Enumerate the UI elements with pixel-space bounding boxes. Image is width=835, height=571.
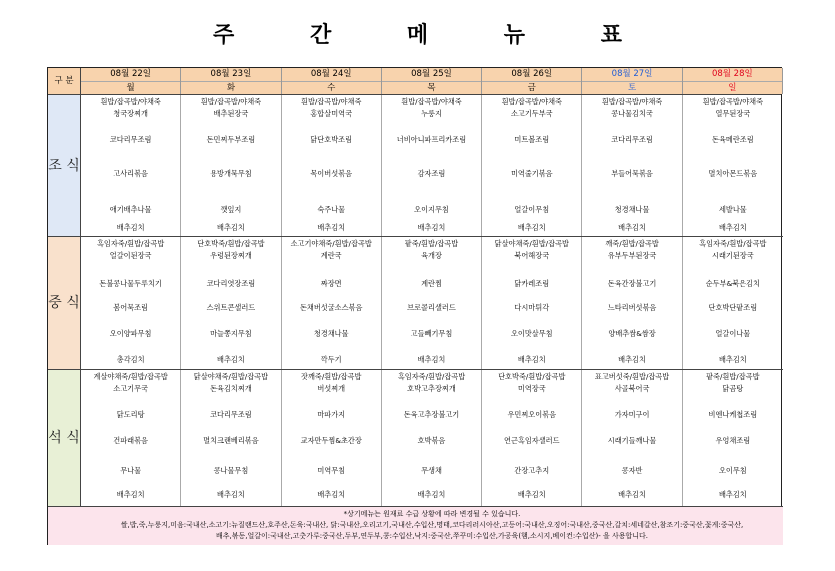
header-day-0: [81, 68, 181, 94]
menu-item: 배추김치: [618, 355, 646, 364]
menu-item: 닭단호박조림: [310, 135, 353, 144]
breakfast-day-6: [683, 95, 783, 236]
menu-item: 소고기무국: [113, 384, 148, 393]
menu-item: 오이무침: [718, 466, 747, 475]
menu-item: 흑임자죽/흰밥/잡곡밥: [397, 372, 466, 381]
menu-item: 미역줄기볶음: [510, 169, 553, 178]
menu-item: 배추김치: [517, 490, 546, 499]
menu-item: 세발나물: [718, 205, 747, 214]
menu-item: 간장고추지: [514, 466, 550, 475]
menu-item: 목이버섯볶음: [310, 169, 353, 178]
menu-item: 닭카레조림: [514, 279, 550, 288]
notice-line-1: *상기메뉴는 원재료 수급 상황에 따라 변경될 수 있습니다.: [343, 510, 521, 518]
menu-item: 표고버섯죽/흰밥/잡곡밥: [594, 372, 670, 381]
menu-item: 돈육김치찌개: [210, 384, 252, 393]
menu-item: 부들어묵볶음: [611, 169, 653, 178]
lunch-day-6: [683, 237, 783, 369]
menu-item: 호박고추장찌개: [407, 384, 456, 393]
menu-item: 브로콜리샐러드: [407, 303, 456, 312]
menu-item: 유부두부된장국: [607, 251, 657, 260]
menu-item: 콩나물무침: [213, 466, 249, 475]
menu-item: 열무된장국: [715, 109, 751, 118]
section-label-dinner: [48, 370, 81, 507]
breakfast-day-1: [181, 95, 281, 236]
menu-item: 우렁된장찌개: [210, 251, 252, 260]
menu-item: 돈육간장불고기: [607, 279, 657, 288]
header-weekday: 수: [282, 81, 381, 94]
menu-item: 총각김치: [116, 355, 145, 364]
menu-item: 청국장찌개: [113, 109, 148, 118]
header-day-4: [482, 68, 582, 94]
menu-item: 숙주나물: [317, 205, 346, 214]
menu-item: 배추김치: [618, 490, 646, 499]
menu-item: 팥죽/흰밥/잡곡밥: [706, 372, 760, 381]
table-header: [48, 68, 781, 95]
lunch-row: [81, 237, 783, 370]
gubun-header: 구 분: [48, 68, 81, 94]
dinner-day-0: [81, 370, 181, 506]
menu-item: 배추김치: [116, 490, 145, 499]
menu-item: 흰밥/잡곡밥/야채죽: [100, 97, 161, 106]
menu-item: 봄어묵조림: [113, 303, 148, 312]
menu-item: 깍두기: [320, 355, 342, 364]
menu-item: 배추김치: [417, 355, 446, 364]
menu-item: 단호박단팥조림: [708, 303, 758, 312]
breakfast-day-0: [81, 95, 181, 236]
menu-item: 닭살야채죽/흰밥/잡곡밥: [193, 372, 269, 381]
menu-item: 비엔나케첩조림: [708, 410, 758, 419]
menu-item: 짜장면: [320, 279, 342, 288]
menu-item: 오이맛살무침: [510, 329, 553, 338]
weekly-menu-table: [47, 67, 782, 545]
lunch-day-2: [282, 237, 382, 369]
menu-item: 마파가지: [317, 410, 346, 419]
menu-item: 코다리무조림: [210, 410, 252, 419]
menu-item: 흑임자죽/흰밥/잡곡밥: [96, 239, 165, 248]
menu-item: 북어해장국: [514, 251, 550, 260]
menu-item: 무생채: [421, 466, 442, 475]
menu-item: 단호박죽/흰밥/잡곡밥: [197, 239, 265, 248]
menu-item: 배추김치: [217, 490, 245, 499]
menu-item: 감자조림: [417, 169, 446, 178]
menu-item: 단호박죽/흰밥/잡곡밥: [498, 372, 566, 381]
dinner-label: 석 식: [48, 430, 80, 446]
menu-item: 양배추쌈&쌈장: [608, 329, 656, 338]
menu-item: 미역무침: [317, 466, 346, 475]
menu-item: 흰밥/잡곡밥/야채죽: [401, 97, 462, 106]
notice-box: [81, 507, 783, 545]
menu-item: 소고기두부국: [510, 109, 553, 118]
menu-item: 잣깨죽/흰밥/잡곡밥: [301, 372, 362, 381]
menu-item: 돈불콩나물두루치기: [99, 279, 162, 288]
dinner-day-4: [482, 370, 582, 506]
menu-item: 미역장국: [517, 384, 546, 393]
menu-item: 누룽지: [421, 109, 442, 118]
menu-item: 배추김치: [217, 355, 245, 364]
breakfast-day-5: [582, 95, 682, 236]
menu-item: 너비아니파프리카조림: [396, 135, 467, 144]
menu-item: 마늘쫑지무침: [210, 329, 252, 338]
menu-item: 콩자반: [621, 466, 643, 475]
notice-line-2: 쌀,밥,죽,누룽지,미음:국내산,소고기:뉴질랜드산,호주산,돈육:국내산, 닭:국내산,오리고기,국내산,수입산,명태,코다리러시아산,고등어:국내산,오징어:국내산,중국산,갈치:세네갈산,참조기:중국산,꽃게:중국산,: [120, 521, 744, 529]
menu-item: 멸치아몬드볶음: [708, 169, 758, 178]
menu-item: 다시마튀각: [514, 303, 550, 312]
header-date: 08월 22일: [110, 69, 152, 79]
menu-item: 건파래볶음: [113, 436, 148, 445]
notice-left-cell: [48, 507, 81, 545]
menu-item: 코다리무조림: [109, 135, 152, 144]
menu-item: 배추김치: [718, 490, 747, 499]
lunch-day-3: [382, 237, 482, 369]
breakfast-row: [81, 95, 783, 237]
menu-item: 버섯찌개: [317, 384, 346, 393]
header-date: 08월 25일: [411, 69, 452, 79]
menu-item: 우엉채조림: [715, 436, 751, 445]
lunch-day-1: [181, 237, 281, 369]
menu-item: 얼갈이무침: [514, 205, 550, 214]
menu-item: 배추김치: [517, 223, 546, 232]
menu-item: 고들빼기무침: [410, 329, 453, 338]
menu-item: 배추김치: [217, 223, 245, 232]
menu-item: 청경채나물: [614, 205, 650, 214]
menu-item: 호박볶음: [417, 436, 446, 445]
dinner-day-2: [282, 370, 382, 506]
menu-item: 배추김치: [517, 355, 546, 364]
dinner-day-3: [382, 370, 482, 506]
menu-item: 순두부&북은김치: [705, 279, 760, 288]
menu-item: 시래기들깨나물: [607, 436, 657, 445]
header-date: 08월 23일: [210, 69, 252, 79]
menu-item: 스위트콘샐러드: [206, 303, 256, 312]
menu-item: 시래기된장국: [712, 251, 754, 260]
breakfast-day-4: [482, 95, 582, 236]
menu-item: 닭살야채죽/흰밥/잡곡밥: [494, 239, 569, 248]
header-date: 08월 24일: [310, 69, 352, 79]
menu-item: 흰밥/잡곡밥/야채죽: [601, 97, 663, 106]
lunch-day-0: [81, 237, 181, 369]
menu-item: 우민찌오이볶음: [507, 410, 557, 419]
menu-item: 홍합살미역국: [310, 109, 353, 118]
page-title: 주 간 메 뉴 표: [213, 23, 656, 48]
menu-item: 가자미구이: [614, 410, 650, 419]
menu-item: 계살야채죽/흰밥/잡곡밥: [93, 372, 168, 381]
menu-item: 돈육고추장불고기: [403, 410, 460, 419]
breakfast-label: 조 식: [48, 157, 80, 174]
lunch-day-5: [582, 237, 682, 369]
dinner-day-5: [582, 370, 682, 506]
menu-item: 흰밥/잡곡밥/야채죽: [200, 97, 262, 106]
header-weekday: 토: [582, 81, 681, 94]
dinner-day-6: [683, 370, 783, 506]
menu-item: 배추김치: [116, 223, 145, 232]
menu-item: 콩나물김치국: [611, 109, 653, 118]
menu-item: 오이양파무침: [109, 329, 152, 338]
menu-item: 미트볼조림: [514, 135, 550, 144]
menu-item: 계란찜: [421, 279, 442, 288]
menu-item: 코다리엿장조림: [206, 279, 256, 288]
dinner-day-1: [181, 370, 281, 506]
dinner-row: [81, 370, 783, 507]
menu-item: 배추김치: [317, 490, 346, 499]
menu-item: 연근흑임자샐러드: [504, 436, 560, 445]
breakfast-day-2: [282, 95, 382, 236]
menu-item: 얼갈이나물: [715, 329, 751, 338]
header-day-2: [282, 68, 382, 94]
menu-item: 배추김치: [317, 223, 346, 232]
menu-item: 흰밥/잡곡밥/야채죽: [301, 97, 362, 106]
header-day-5: [582, 68, 682, 94]
breakfast-day-3: [382, 95, 482, 236]
menu-item: 돈민찌두부조림: [206, 135, 256, 144]
section-label-lunch: [48, 237, 81, 370]
header-day-6: [683, 68, 783, 94]
menu-item: 팥죽/흰밥/잡곡밥: [404, 239, 459, 248]
header-date: 08월 27일: [611, 69, 653, 79]
menu-item: 멸치크랜베리볶음: [203, 436, 259, 445]
menu-item: 닭곰탕: [722, 384, 744, 393]
menu-item: 깻잎지: [220, 205, 242, 214]
menu-item: 코다리무조림: [611, 135, 653, 144]
header-date: 08월 26일: [511, 69, 553, 79]
menu-item: 느타리버섯볶음: [607, 303, 657, 312]
menu-item: 배추된장국: [213, 109, 249, 118]
header-weekday: 월: [81, 81, 180, 94]
header-weekday: 목: [382, 81, 481, 94]
menu-item: 육개장: [421, 251, 442, 260]
lunch-label: 중 식: [48, 295, 80, 311]
menu-item: 무나물: [120, 466, 142, 475]
header-weekday: 금: [482, 81, 581, 94]
menu-item: 배추김치: [417, 223, 446, 232]
menu-item: 흰밥/잡곡밥/야채죽: [501, 97, 562, 106]
menu-item: 돈채버섯굴소스볶음: [299, 303, 363, 312]
menu-item: 소고기야채죽/흰밥/잡곡밥: [290, 239, 372, 248]
menu-item: 계란국: [320, 251, 342, 260]
menu-item: 오이지무침: [414, 205, 449, 214]
menu-item: 얼갈이된장국: [109, 251, 152, 260]
header-day-1: [181, 68, 281, 94]
header-day-3: [382, 68, 482, 94]
menu-item: 흑임자죽/흰밥/잡곡밥: [699, 239, 767, 248]
notice-line-3: 배추,볶동,얼갈이:국내산,고춧가루:중국산,두부,연두부,콩:수입산,낙지:중국산,쭈꾸미:수입산,가공육(햄,소시지,베이컨:수입산)- 을 사용합니다.: [216, 532, 648, 540]
menu-item: 배추김치: [718, 355, 747, 364]
menu-item: 고사리볶음: [113, 169, 148, 178]
menu-item: 배추김치: [618, 223, 646, 232]
header-date: 08월 28일: [711, 69, 753, 79]
menu-item: 사골북어국: [614, 384, 650, 393]
menu-item: 깨죽/흰밥/잡곡밥: [605, 239, 659, 248]
menu-item: 용방개묵무침: [210, 169, 252, 178]
menu-item: 닭도리탕: [116, 410, 145, 419]
section-label-breakfast: [48, 95, 81, 237]
menu-item: 애기배추나물: [109, 205, 152, 214]
menu-item: 배추김치: [718, 223, 747, 232]
menu-item: 청경채나물: [313, 329, 349, 338]
menu-item: 교자만두찜&초간장: [300, 436, 362, 445]
header-weekday: 화: [181, 81, 280, 94]
menu-item: 돈육메란조림: [712, 135, 754, 144]
menu-item: 흰밥/잡곡밥/야채죽: [702, 97, 764, 106]
menu-item: 배추김치: [417, 490, 446, 499]
header-weekday: 일: [683, 81, 782, 94]
lunch-day-4: [482, 237, 582, 369]
